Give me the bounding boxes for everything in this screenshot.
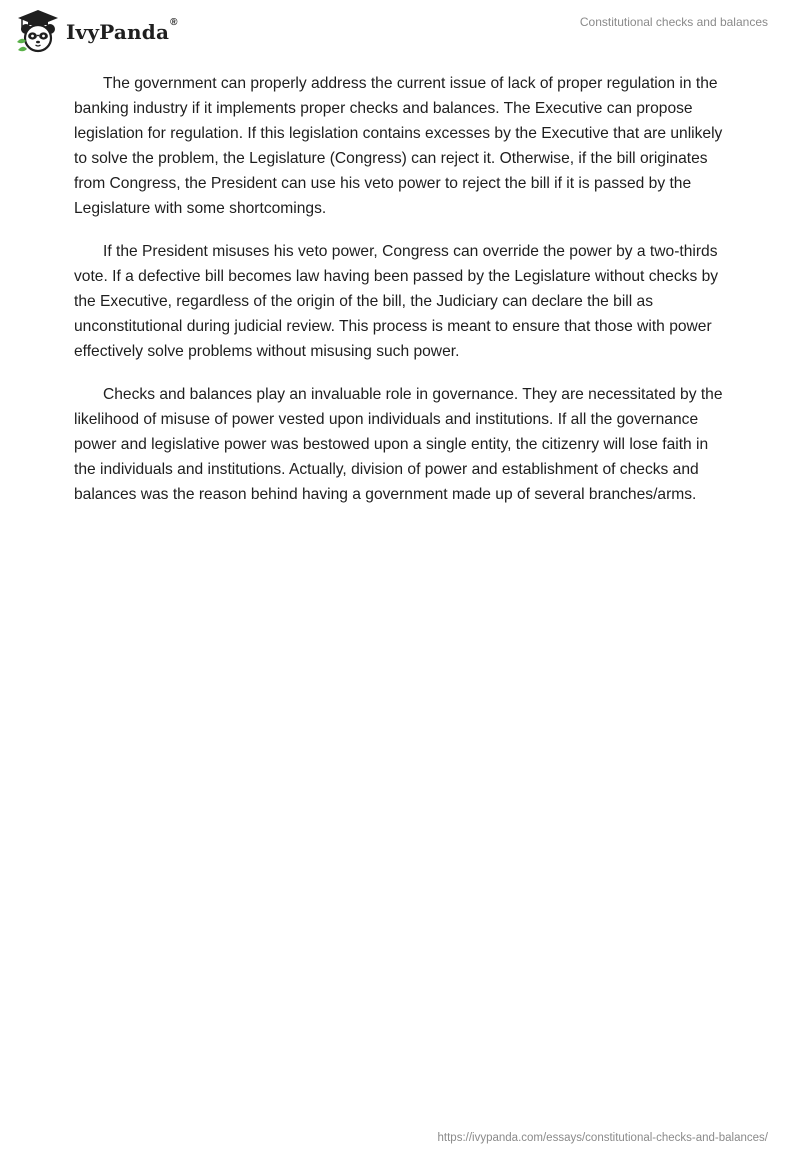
essay-body xyxy=(74,71,730,525)
ivypanda-logo[interactable] xyxy=(14,8,178,54)
panda-graduate-icon xyxy=(14,8,62,54)
paragraph: If the President misuses his veto power, Congress can override the power by a two-thirds vote. If a defective bill becomes law having been passed by the Legislature without checks by the Executive, regardless of the origin of the bill, the Judiciary can declare the bill as unconstitutional during judicial review. This process is meant to ensure that those with power effectively solve problems without misusing such power. xyxy=(74,243,719,360)
document-title: Constitutional checks and balances xyxy=(579,15,768,29)
brand-name: IvyPanda® xyxy=(66,17,178,44)
source-url-link[interactable]: https://ivypanda.com/essays/constitutional-checks-and-balances/ xyxy=(437,1132,768,1144)
page-header xyxy=(0,0,800,60)
paragraph: The government can properly address the current issue of lack of proper regulation in the banking industry if it implements proper checks and balances. The Executive can propose legislation for regulation. If this legislation contains excesses by the Executive that are unlikely to solve the problem, the Legislature (Congress) can reject it. Otherwise, if the bill originates from Congress, the President can use his veto power to reject the bill if it is passed by the Legislature with some shortcomings. xyxy=(74,75,723,217)
registered-mark: ® xyxy=(170,17,178,28)
paragraph: Checks and balances play an invaluable role in governance. They are necessitated by the likelihood of misuse of power vested upon individuals and institutions. If all the governance power and legislative power was bestowed upon a single entity, the citizenry will lose faith in the individuals and institutions. Actually, division of power and establishment of checks and balances was the reason behind having a government made up of several branches/arms. xyxy=(74,386,723,503)
